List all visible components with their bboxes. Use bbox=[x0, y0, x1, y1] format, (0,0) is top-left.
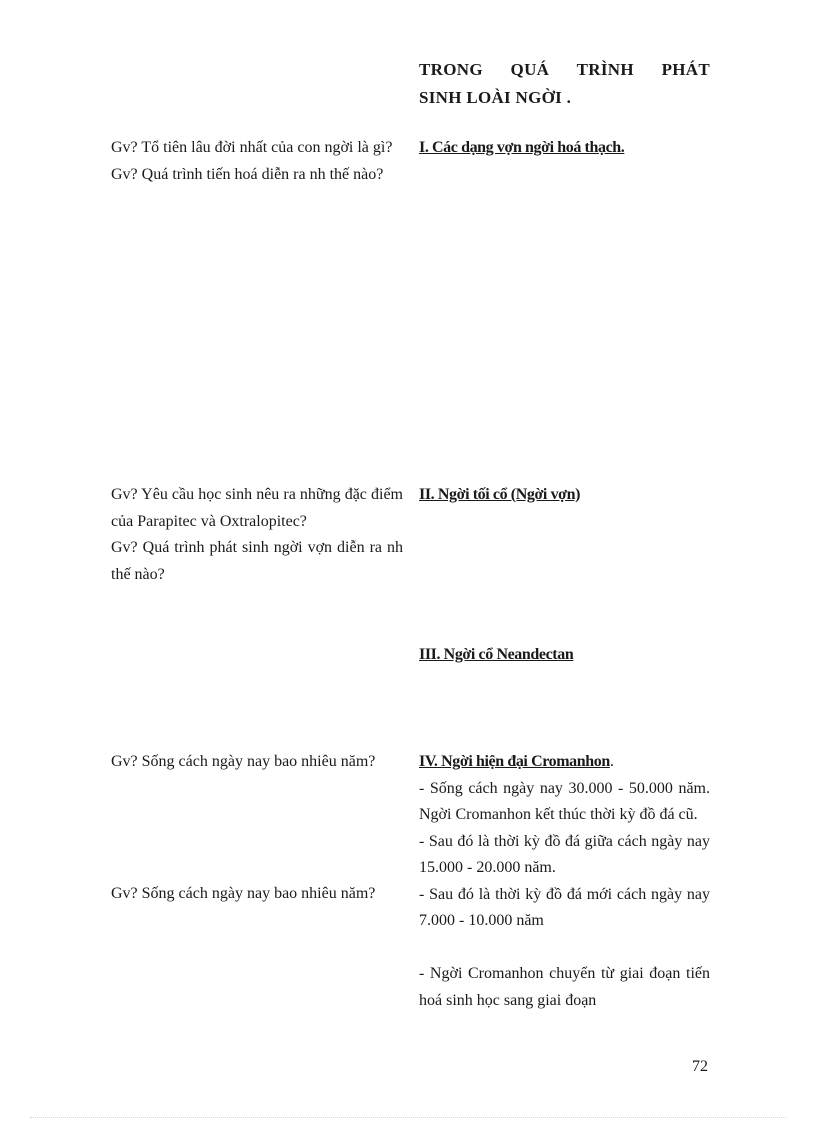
section-title-line-2: SINH LOÀI NGỜI . bbox=[419, 88, 572, 107]
teacher-questions-block-1 bbox=[111, 135, 403, 188]
question-evolution-process: Gv? Quá trình tiến hoá diễn ra nh thế nào? bbox=[111, 165, 384, 183]
question-years-ago-1: Gv? Sống cách ngày nay bao nhiêu năm? bbox=[111, 753, 376, 770]
answer-transition: - Ngời Cromanhon chuyển từ giai đoạn tiến hoá sinh học sang giai đoạn bbox=[419, 965, 710, 1009]
answer-neolithic: - Sau đó là thời kỳ đồ đá mới cách ngày nay 7.000 - 10.000 năm bbox=[419, 885, 710, 929]
heading-neanderthal: III. Ngời cổ Neandectan bbox=[419, 646, 574, 663]
section-title bbox=[419, 56, 710, 112]
question-characteristics: Gv? Yêu cầu học sinh nêu ra những đặc điểm của Parapitec và Oxtralopitec? bbox=[111, 486, 403, 530]
teacher-questions-block-2 bbox=[111, 482, 403, 588]
page-number: 72 bbox=[692, 1058, 708, 1075]
footer-divider bbox=[30, 1117, 786, 1118]
answer-paleolithic: - Sống cách ngày nay 30.000 - 50.000 năm. Ngời Cromanhon kết thúc thời kỳ đồ đá cũ. bbox=[419, 779, 710, 823]
answer-mesolithic: - Sau đó là thời kỳ đồ đá giữa cách ngày nay 15.000 - 20.000 năm. bbox=[419, 832, 710, 876]
heading-cromagnon-period: . bbox=[609, 753, 614, 770]
heading-archaic-humans: II. Ngời tối cổ (Ngời vợn) bbox=[419, 486, 581, 503]
heading-cromagnon: IV. Ngời hiện đại Cromanhon bbox=[419, 753, 610, 770]
block-modern-humans bbox=[419, 749, 710, 1014]
section-title-line-1: TRONG QUÁ TRÌNH PHÁT bbox=[419, 60, 710, 79]
question-ape-man-origin: Gv? Quá trình phát sinh ngời vợn diễn ra nh thế nào? bbox=[111, 539, 403, 583]
heading-fossil-apes: I. Các dạng vợn ngời hoá thạch. bbox=[419, 139, 625, 156]
question-ancestor: Gv? Tổ tiên lâu đời nhất của con ngời là gì? bbox=[111, 139, 393, 156]
teacher-question-block-4b bbox=[111, 881, 403, 908]
question-years-ago-2: Gv? Sống cách ngày nay bao nhiêu năm? bbox=[111, 885, 376, 902]
heading-cromagnon-line bbox=[419, 749, 710, 776]
teacher-question-block-4a bbox=[111, 749, 403, 776]
